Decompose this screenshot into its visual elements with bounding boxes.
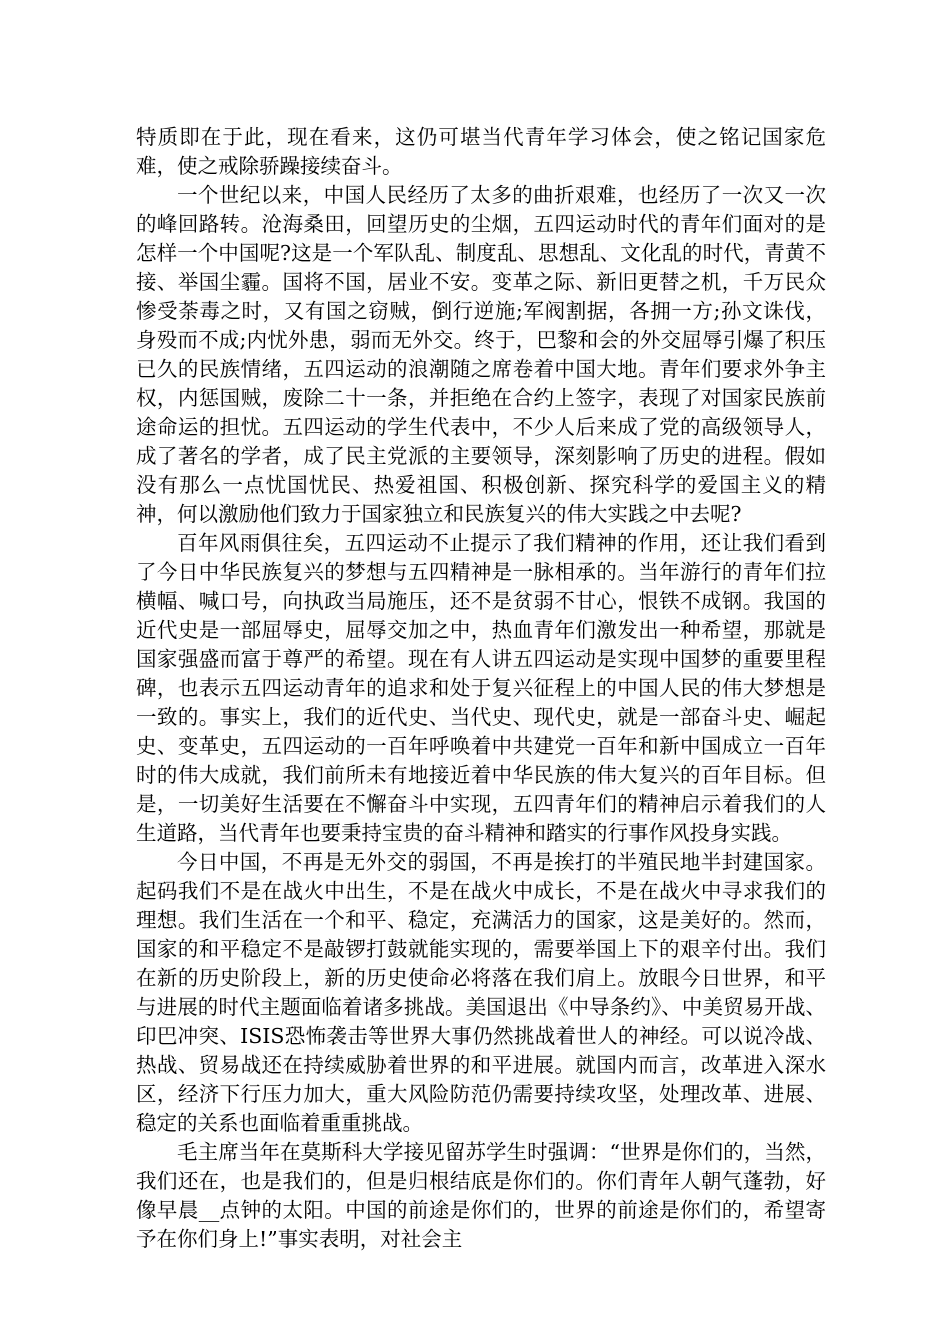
paragraph-century-of-hardship: 一个世纪以来，中国人民经历了太多的曲折艰难，也经历了一次又一次的峰回路转。沧海桑田，回望历史的尘烟，五四运动时代的青年们面对的是怎样一个中国呢?这是一个军队乱、制度乱、思想乱、文化乱的时代，青黄不接、举国尘霾。国将不国，居业不安。变革之际、新旧更替之机，千万民众惨受荼毒之时，又有国之窃贼，倒行逆施;军阀割据，各拥一方;孙文诛伐，身殁而不成;内忧外患，弱而无外交。终于，巴黎和会的外交屈辱引爆了积压已久的民族情绪，五四运动的浪潮随之席卷着中国大地。青年们要求外争主权，内惩国贼，废除二十一条，并拒绝在合约上签字，表现了对国家民族前途命运的担忧。五四运动的学生代表中，不少人后来成了党的高级领导人，成了著名的学者，成了民主党派的主要领导，深刻影响了历史的进程。假如没有那么一点忧国忧民、热爱祖国、积极创新、探究科学的爱国主义的精神，何以激励他们致力于国家独立和民族复兴的伟大实践之中去呢? [136,183,826,526]
paragraph-century-of-storms: 百年风雨俱往矣，五四运动不止提示了我们精神的作用，还让我们看到了今日中华民族复兴的梦想与五四精神是一脉相承的。当年游行的青年们拉横幅、喊口号，向执政当局施压，还不是贫弱不甘心，恨铁不成钢。我国的近代史是一部屈辱史，屈辱交加之中，热血青年们激发出一种希望，那就是国家强盛而富于尊严的希望。现在有人讲五四运动是实现中国梦的重要里程碑，也表示五四运动青年的追求和处于复兴征程上的中国人民的伟大梦想是一致的。事实上，我们的近代史、当代史、现代史，就是一部奋斗史、崛起史、变革史，五四运动的一百年呼唤着中共建党一百年和新中国成立一百年时的伟大成就，我们前所未有地接近着中华民族的伟大复兴的百年目标。但是，一切美好生活要在不懈奋斗中实现，五四青年们的精神启示着我们的人生道路，当代青年也要秉持宝贵的奋斗精神和踏实的行事作风投身实践。 [136,531,826,845]
paragraph-todays-china: 今日中国，不再是无外交的弱国，不再是挨打的半殖民地半封建国家。起码我们不是在战火中出生，不是在战火中成长，不是在战火中寻求我们的理想。我们生活在一个和平、稳定，充满活力的国家，这是美好的。然而，国家的和平稳定不是敲锣打鼓就能实现的，需要举国上下的艰辛付出。我们在新的历史阶段上，新的历史使命必将落在我们肩上。放眼今日世界，和平与进展的时代主题面临着诸多挑战。美国退出《中导条约》、中美贸易开战、印巴冲突、ISIS恐怖袭击等世界大事仍然挑战着世人的神经。可以说冷战、热战、贸易战还在持续威胁着世界的和平进展。就国内而言，改革进入深水区，经济下行压力加大，重大风险防范仍需要持续攻坚，处理改革、进展、稳定的关系也面临着重重挑战。 [136,850,826,1135]
paragraph-continuation: 特质即在于此，现在看来，这仍可堪当代青年学习体会，使之铭记国家危难，使之戒除骄躁接续奋斗。 [136,125,826,178]
body-text [136,123,826,1254]
paragraph-mao-quote: 毛主席当年在莫斯科大学接见留苏学生时强调：“世界是你们的，当然，我们还在，也是我们的，但是归根结底是你们的。你们青年人朝气蓬勃，好像早晨__点钟的太阳。中国的前途是你们的，世界的前途是你们的，希望寄予在你们身上!”事实表明，对社会主 [136,1140,826,1251]
